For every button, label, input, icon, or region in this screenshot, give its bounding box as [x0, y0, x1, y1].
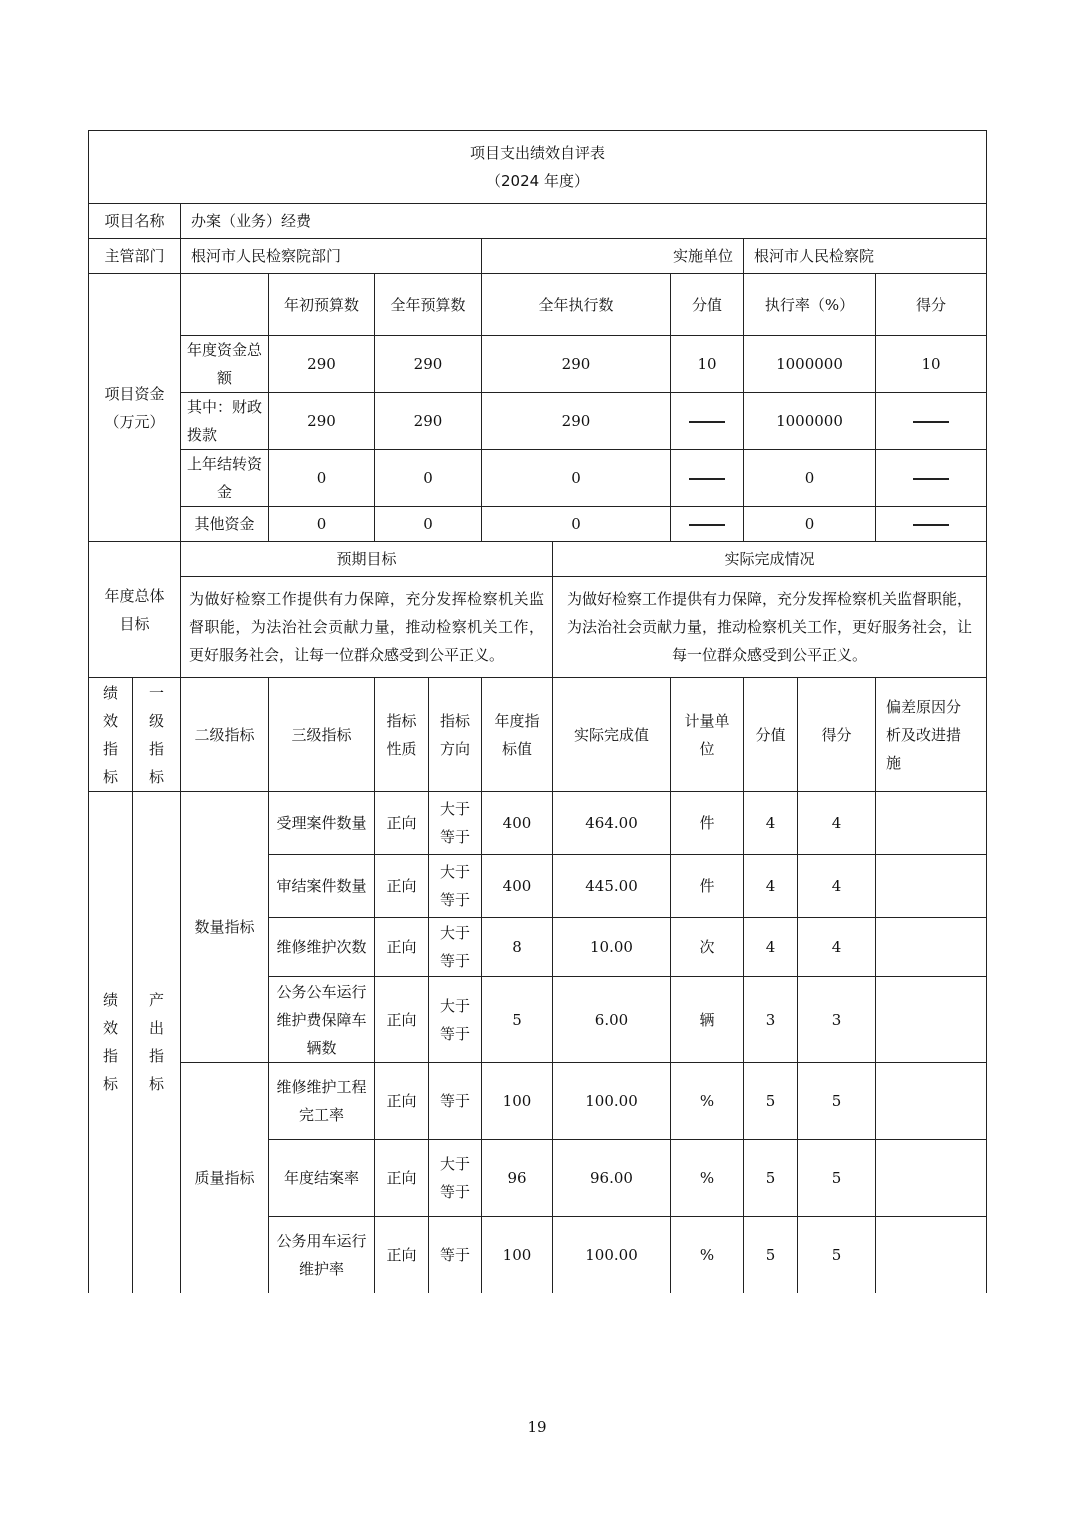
funds-row-rate: 0 [744, 450, 876, 507]
unit-cell: % [671, 1140, 744, 1217]
funds-header-executed: 全年执行数 [482, 274, 671, 336]
unit-cell: 件 [671, 855, 744, 918]
level3-cell: 年度结案率 [269, 1140, 375, 1217]
weight-cell: 4 [744, 918, 798, 977]
score-cell: 4 [798, 918, 876, 977]
goals-expected-text: 为做好检察工作提供有力保障，充分发挥检察机关监督职能，为法治社会贡献力量，推动检察机关工作，更好服务社会，让每一位群众感受到公平正义。 [181, 577, 553, 678]
target-cell: 8 [482, 918, 553, 977]
score-cell: 5 [798, 1217, 876, 1293]
header-target-text: 年度指标值 [494, 711, 540, 758]
weight-cell: 4 [744, 792, 798, 855]
actual-cell: 96.00 [553, 1140, 671, 1217]
level3-cell: 受理案件数量 [269, 792, 375, 855]
funds-row-initial: 0 [269, 450, 375, 507]
header-direction-text: 指标方向 [439, 711, 470, 758]
header-level1 [133, 678, 181, 792]
funds-row-weight [671, 393, 744, 450]
direction-cell [429, 1217, 482, 1293]
funds-row-initial: 0 [269, 507, 375, 542]
direction-text: 大于等于 [439, 800, 470, 846]
page-subtitle: （2024 年度） [89, 167, 987, 204]
funds-header-weight: 分值 [671, 274, 744, 336]
goals-header-row [89, 542, 987, 577]
header-nature [375, 678, 429, 792]
weight-cell: 4 [744, 855, 798, 918]
funds-header-rate: 执行率（%） [744, 274, 876, 336]
funds-header-annual: 全年预算数 [375, 274, 482, 336]
level3-cell: 公务用车运行维护率 [269, 1217, 375, 1293]
weight-cell: 5 [744, 1140, 798, 1217]
funds-row-score [876, 507, 987, 542]
dash-mark [913, 478, 949, 480]
actual-cell: 100.00 [553, 1217, 671, 1293]
funds-row [89, 450, 987, 507]
deviation-cell [876, 792, 987, 855]
funds-row-initial: 290 [269, 393, 375, 450]
target-cell: 100 [482, 1063, 553, 1140]
direction-text: 大于等于 [439, 1155, 470, 1201]
header-unit-text: 计量单位 [684, 711, 730, 758]
unit-cell: 次 [671, 918, 744, 977]
score-cell: 5 [798, 1063, 876, 1140]
indicator-row [89, 1063, 987, 1140]
funds-label [89, 274, 181, 542]
actual-cell: 100.00 [553, 1063, 671, 1140]
funds-header-row [89, 274, 987, 336]
unit-cell: % [671, 1217, 744, 1293]
target-cell: 400 [482, 855, 553, 918]
header-level2: 二级指标 [181, 678, 269, 792]
direction-cell [429, 792, 482, 855]
direction-cell [429, 1063, 482, 1140]
funds-row-score [876, 393, 987, 450]
dash-mark [689, 524, 725, 526]
deviation-cell [876, 1063, 987, 1140]
level3-cell: 公务公车运行维护费保障车辆数 [269, 977, 375, 1063]
target-cell: 400 [482, 792, 553, 855]
dash-mark [689, 421, 725, 423]
header-deviation [876, 678, 987, 792]
funds-row-annual: 0 [375, 507, 482, 542]
direction-text: 大于等于 [439, 863, 470, 909]
level2-quality: 质量指标 [181, 1063, 269, 1293]
page-title: 项目支出绩效自评表 [89, 131, 987, 168]
direction-cell [429, 855, 482, 918]
funds-row-executed: 290 [482, 393, 671, 450]
direction-text: 大于等于 [439, 996, 470, 1043]
funds-label-line2: （万元） [104, 412, 165, 431]
impl-label: 实施单位 [482, 239, 744, 274]
weight-cell: 3 [744, 977, 798, 1063]
header-deviation-text: 偏差原因分析及改进措施 [886, 697, 962, 772]
funds-row-executed: 290 [482, 336, 671, 393]
level2-quantity: 数量指标 [181, 792, 269, 1063]
actual-cell: 445.00 [553, 855, 671, 918]
target-cell: 100 [482, 1217, 553, 1293]
nature-cell: 正向 [375, 1217, 429, 1293]
header-direction [429, 678, 482, 792]
header-score: 得分 [798, 678, 876, 792]
funds-header-initial: 年初预算数 [269, 274, 375, 336]
direction-cell [429, 918, 482, 977]
weight-cell: 5 [744, 1217, 798, 1293]
actual-cell: 464.00 [553, 792, 671, 855]
funds-row-executed: 0 [482, 450, 671, 507]
header-perf-text: 绩效指标 [102, 683, 118, 786]
header-unit [671, 678, 744, 792]
dash-mark [689, 478, 725, 480]
funds-row-annual: 290 [375, 336, 482, 393]
score-cell: 5 [798, 1140, 876, 1217]
header-perf [89, 678, 133, 792]
nature-cell: 正向 [375, 1140, 429, 1217]
deviation-cell [876, 977, 987, 1063]
header-target [482, 678, 553, 792]
direction-text: 大于等于 [439, 924, 470, 970]
goals-content-row [89, 577, 987, 678]
goals-label-text: 年度总体目标 [104, 586, 165, 633]
header-weight: 分值 [744, 678, 798, 792]
level1-label: 产出指标 [148, 991, 164, 1094]
actual-cell: 6.00 [553, 977, 671, 1063]
weight-cell: 5 [744, 1063, 798, 1140]
deviation-cell [876, 1217, 987, 1293]
indicators-header-row [89, 678, 987, 792]
performance-self-evaluation-table [88, 130, 987, 1293]
header-nature-text: 指标性质 [386, 711, 417, 758]
dash-mark [913, 421, 949, 423]
deviation-cell [876, 918, 987, 977]
subtitle-row [89, 167, 987, 204]
score-cell: 4 [798, 855, 876, 918]
funds-row-name: 其中：财政拨款 [181, 393, 269, 450]
nature-cell: 正向 [375, 918, 429, 977]
funds-row-rate: 1000000 [744, 393, 876, 450]
goals-actual-text: 为做好检察工作提供有力保障，充分发挥检察机关监督职能，为法治社会贡献力量，推动检察机关工作，更好服务社会，让每一位群众感受到公平正义。 [553, 577, 987, 678]
score-cell: 4 [798, 792, 876, 855]
deviation-cell [876, 855, 987, 918]
header-level3: 三级指标 [269, 678, 375, 792]
funds-row-initial: 290 [269, 336, 375, 393]
deviation-cell [876, 1140, 987, 1217]
funds-row-score: 10 [876, 336, 987, 393]
funds-row-score [876, 450, 987, 507]
nature-cell: 正向 [375, 977, 429, 1063]
direction-cell [429, 1140, 482, 1217]
direction-cell [429, 977, 482, 1063]
level3-cell: 审结案件数量 [269, 855, 375, 918]
funds-row [89, 393, 987, 450]
funds-label-line1: 项目资金 [104, 384, 165, 403]
dept-label: 主管部门 [89, 239, 181, 274]
funds-row-annual: 0 [375, 450, 482, 507]
funds-header-blank [181, 274, 269, 336]
funds-row-weight: 10 [671, 336, 744, 393]
perf-label: 绩效指标 [102, 991, 118, 1094]
funds-header-score: 得分 [876, 274, 987, 336]
goals-actual-header: 实际完成情况 [553, 542, 987, 577]
header-actual: 实际完成值 [553, 678, 671, 792]
project-name-value: 办案（业务）经费 [181, 204, 987, 239]
direction-text: 等于 [439, 1245, 470, 1264]
funds-row-annual: 290 [375, 393, 482, 450]
nature-cell: 正向 [375, 792, 429, 855]
funds-row [89, 336, 987, 393]
funds-row [89, 507, 987, 542]
funds-row-name: 年度资金总额 [181, 336, 269, 393]
level3-cell: 维修维护次数 [269, 918, 375, 977]
target-cell: 96 [482, 1140, 553, 1217]
project-name-label: 项目名称 [89, 204, 181, 239]
impl-value: 根河市人民检察院 [744, 239, 987, 274]
funds-row-weight [671, 450, 744, 507]
unit-cell: 辆 [671, 977, 744, 1063]
funds-row-rate: 1000000 [744, 336, 876, 393]
perf-label-cell [89, 792, 133, 1293]
funds-row-executed: 0 [482, 507, 671, 542]
funds-row-name: 其他资金 [181, 507, 269, 542]
direction-text: 等于 [439, 1092, 470, 1110]
department-row [89, 239, 987, 274]
unit-cell: % [671, 1063, 744, 1140]
nature-cell: 正向 [375, 1063, 429, 1140]
indicator-row [89, 792, 987, 855]
page-number: 19 [527, 1418, 547, 1436]
funds-row-weight [671, 507, 744, 542]
target-cell: 5 [482, 977, 553, 1063]
header-level1-text: 一级指标 [148, 683, 164, 786]
goals-expected-header: 预期目标 [181, 542, 553, 577]
funds-row-rate: 0 [744, 507, 876, 542]
score-cell: 3 [798, 977, 876, 1063]
goals-label [89, 542, 181, 678]
dept-value: 根河市人民检察院部门 [181, 239, 482, 274]
project-name-row [89, 204, 987, 239]
level3-cell: 维修维护工程完工率 [269, 1063, 375, 1140]
actual-cell: 10.00 [553, 918, 671, 977]
level1-label-cell [133, 792, 181, 1293]
title-row [89, 131, 987, 168]
funds-row-name: 上年结转资金 [181, 450, 269, 507]
unit-cell: 件 [671, 792, 744, 855]
nature-cell: 正向 [375, 855, 429, 918]
dash-mark [913, 524, 949, 526]
